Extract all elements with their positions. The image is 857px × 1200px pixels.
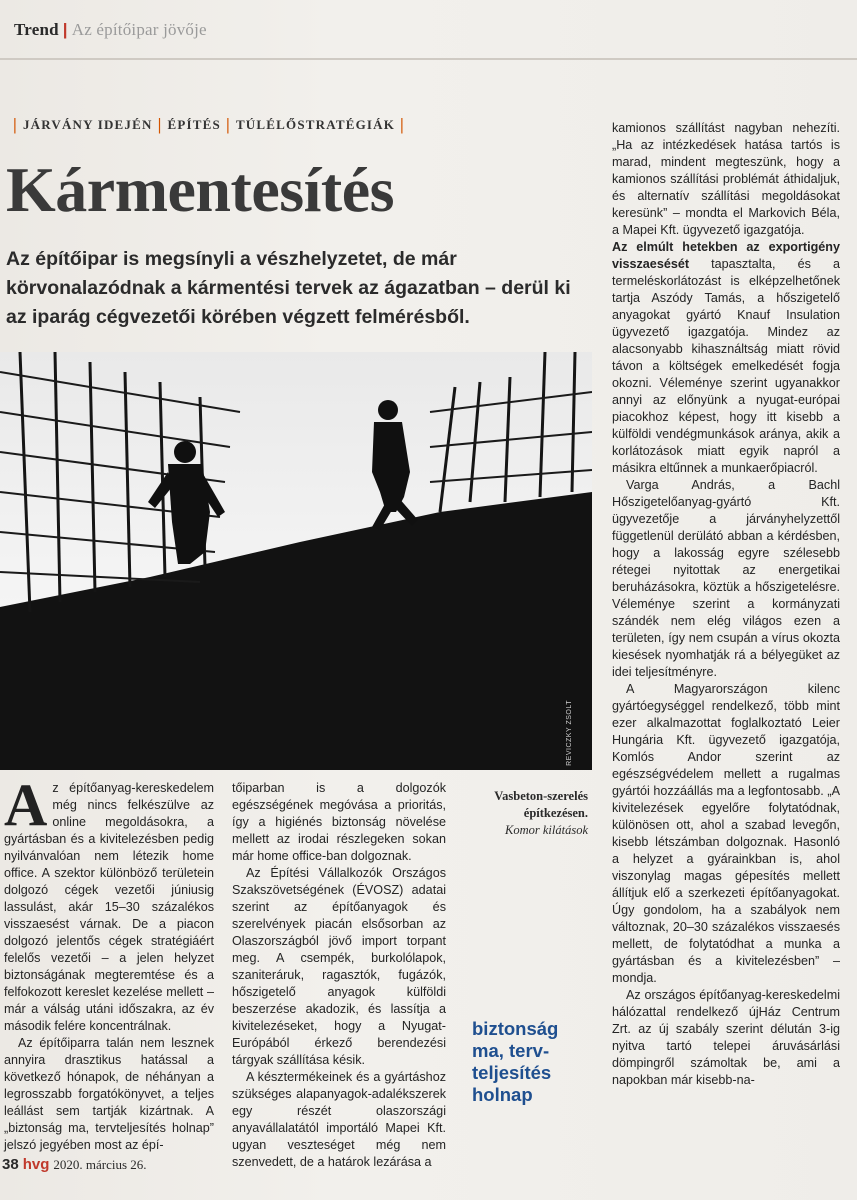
topic-tags: | JÁRVÁNY IDEJÉN | ÉPÍTÉS | TÚLÉLŐSTRATÉGIÁK | <box>13 115 405 134</box>
tag-item: JÁRVÁNY IDEJÉN <box>22 117 153 132</box>
text-column-2 <box>232 780 446 1171</box>
pull-quote: biztonság ma, terv- teljesítés holnap <box>472 1018 559 1105</box>
brand-logo: hvg <box>22 1156 50 1173</box>
photo-credit: REVICZKY ZSOLT <box>566 700 573 766</box>
caption-italic: Komor kilátások <box>505 823 588 837</box>
page-footer <box>2 1156 147 1173</box>
issue-date: 2020. március 26. <box>53 1157 147 1172</box>
article-title: Kármentesítés <box>6 154 395 225</box>
section-label: Trend <box>14 20 59 39</box>
rebar-silhouette-image <box>0 352 592 770</box>
paragraph: Az Építési Vállalkozók Országos Szakszövetségének (ÉVOSZ) adatai szerint az építőanyagok és szerelvények piacán elsősorban az Olaszországból jövő import torpant meg. A csempék, burkolólapok, szaniteráruk, ragasztók, fugázók, hőszigetelő anyagok külföldi beszerzése akadozik, és lassítja a kivitelezéseket, hogy a Nyugat-Európából érkező berendezési tárgyak szállítása késik. <box>232 866 446 1067</box>
photo-caption <box>470 788 588 839</box>
paragraph: Az országos építőanyag-kereskedelmi hálózattal rendelkező újHáz Centrum Zrt. az új szabály szerint délután 3-ig nyitva tartó telepei áruvásárlási dömpingről számoltak be, ami a napokban már kisebb-na- <box>612 988 840 1087</box>
drop-cap: A <box>4 772 48 838</box>
paragraph: tőiparban is a dolgozók egészségének megóvása a prioritás, így a higiénés biztonság növelése mellett az irodai részlegeken sokan már home office-ban dolgoznak. <box>232 781 446 863</box>
construction-photo <box>0 352 592 770</box>
header-separator: | <box>62 20 68 39</box>
text-column-3 <box>612 120 840 1089</box>
page-number: 38 <box>2 1156 19 1173</box>
tag-item: TÚLÉLŐSTRATÉGIÁK <box>235 117 396 132</box>
section-topic: Az építőipar jövője <box>71 20 207 39</box>
paragraph: Az építőiparra talán nem lesznek annyira drasztikus hatással a következő hónapok, de néhányan a legrosszabb forgatókönyvet, a teljes leállást sem tartják kizártnak. A „biztonság ma, tervteljesítés holnap” jelszó jegyében most az épí- <box>4 1036 214 1152</box>
paragraph: A Magyarországon kilenc gyártóegységgel rendelkező, több mint ezer alkalmazottat foglalkoztató Leier Hungária Kft. ügyvezető igazgatója, Komlós Andor szerint az egészségvédelem mellett a rugalmas gyártói hozzáállás ma a legfontosabb. „A kivitelezések egyelőre folytatódnak, különösen ott, ahol a szabad levegőn, kisebb létszámban dolgoznak. Hasonló a helyzet a gyárainkban is, ahol viszonylag magas gépesítés mellett állítjuk elő a szerkezeti építőanyagokat. Úgy gondolom, ha a szabályok nem változnak, 20–30 százalékos visszaesés mellett, de folytatódhat a munka a gyártásban és a kivitelezésben” – mondja. <box>612 682 840 985</box>
paragraph-lead-in: Az elmúlt hetekben az exportigény visszaesését <box>612 240 840 271</box>
article-lead: Az építőipar is megsínyli a vészhelyzetet, de már körvonalazódnak a kármentési tervek az ágazatban – derül ki az iparág cégvezetői körében végzett felmérésből. <box>6 248 571 328</box>
paragraph: Varga András, a Bachl Hőszigetelőanyag-gyártó Kft. ügyvezetője a járványhelyzettől függetlenül derülátó abban a kérdésben, hogy a lakosság egyre szélesebb rétegei nyitottak az energetikai beruházásokra, köztük a hőszigetelésre. Véleménye szerint a kormányzati szándék nem elég világos ezen a területen, így nem csupán a vírus okozta kiesések nyomhatják rá a bélyegüket az idei teljesítményre. <box>612 478 840 679</box>
caption-bold: Vasbeton-szerelés építkezésen. <box>494 789 588 820</box>
paragraph: Az elmúlt hetekben az exportigény visszaesését tapasztalta, és a termeléskorlátozást is elképzelhetőnek tartja Aszódy Tamás, a hőszigetelő anyagokat gyártó Knauf Insulation ügyvezető igazgatója. Mindez az alacsonyabb kihasználtság miatt rövid távon a költségek emelkedését fogja okozni. Véleménye szerint ugyanakkor annyi az előnyünk a nyugat-európai piacokhoz képest, hogy itt kisebb a külföldi vendégmunkások aránya, akik a korlátozások miatt egyik napról a másikra eltűnnek a munkaerőpiacról. <box>612 240 840 475</box>
text-column-1 <box>4 772 214 1154</box>
tag-item: ÉPÍTÉS <box>167 117 221 132</box>
paragraph: A késztermékeinek és a gyártáshoz szükséges alapanyagok-adalékszerek egy részét olaszországi anyavállalatától importáló Mapei Kft. ugyan veszteséget még nem szenvedett, de a határok lezárása a <box>232 1070 446 1169</box>
page-header <box>14 20 207 40</box>
paragraph: kamionos szállítást nagyban nehezíti. „Ha az intézkedések hatása tartós is marad, mindent megteszünk, hogy a kamionos szállítási problémát áthidaljuk, és alternatív szállítási megoldásokat keresünk” – mondta el Markovich Béla, a Mapei Kft. ügyvezető igazgatója. <box>612 121 840 237</box>
header-rule <box>0 58 857 60</box>
paragraph: Az építőanyag-kereskedelem még nincs felkészülve az online megoldásokra, a gyártásban és a kivitelezésben pedig nyilvánvalóan nem létezik home office. A szektor különböző területein dolgozó cégek vezetői júniusig lassulást, akár 15–30 százalékos visszaesést várnak. De a piacon dolgozó jelentős cégek stratégiáért felelős vezetői – a jelen helyzet biztonságának megteremtése és a felfokozott kereslet kezelése mellett – már a válság utáni időszakra, az év második felére koncentrálnak. <box>4 772 214 1033</box>
